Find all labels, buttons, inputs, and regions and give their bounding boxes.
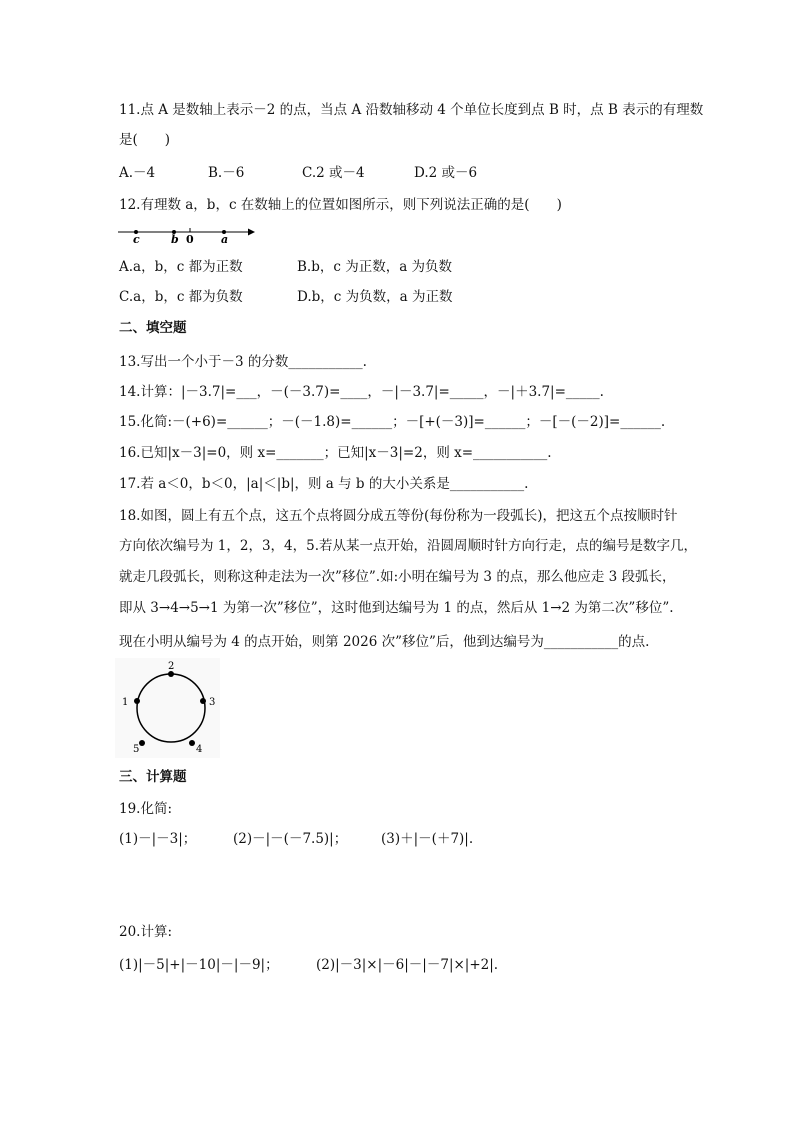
section-calc-heading: 三、计算题 (119, 769, 187, 785)
point-3-dot (200, 698, 206, 704)
q12-option-d: D.b，c 为负数，a 为正数 (297, 289, 453, 305)
label-3: 3 (209, 697, 216, 708)
q18-line2: 方向依次编号为 1，2，3，4，5.若从某一点开始，沿圆周顺时针方向行走，点的编号是数字几， (119, 538, 698, 554)
label-2: 2 (168, 661, 175, 672)
q11-option-b: B.－6 (208, 165, 245, 181)
label-zero: 0 (186, 233, 194, 246)
q11-option-a: A.－4 (119, 165, 156, 181)
label-5: 5 (133, 744, 140, 755)
q11-line2: 是( ) (119, 132, 171, 148)
number-line-arrow (248, 229, 255, 236)
point-1-dot (134, 698, 140, 704)
q18-line3: 就走几段弧长，则称这种走法为一次”移位”.如:小明在编号为 3 的点，那么他应走 3 段弧长， (119, 569, 676, 585)
q16: 16.已知|x－3|=0，则 x=_______；已知|x－3|=2，则 x=___________. (119, 445, 552, 461)
label-1: 1 (122, 697, 129, 708)
label-4: 4 (196, 744, 203, 755)
q13: 13.写出一个小于－3 的分数___________. (119, 354, 367, 370)
section-fill-in-heading: 二、填空题 (119, 320, 187, 336)
q12-option-a: A.a，b，c 都为正数 (119, 259, 243, 275)
q20-stem: 20.计算: (119, 924, 173, 940)
q18-line5: 现在小明从编号为 4 的点开始，则第 2026 次”移位”后，他到达编号为___________的点. (119, 634, 650, 650)
q12-option-b: B.b，c 为正数，a 为负数 (297, 259, 453, 275)
q20-part2: (2)|－3|×|－6|－|－7|×|+2|. (316, 957, 499, 973)
label-a: a (221, 233, 229, 246)
q19-part1: (1)－|－3|； (119, 831, 197, 847)
q20-part1: (1)|－5|+|－10|－|－9|； (119, 957, 279, 973)
number-line-figure (112, 222, 262, 246)
q19-part3: (3)＋|－(＋7)|. (381, 831, 474, 847)
q18-line4: 即从 3→4→5→1 为第一次”移位”，这时他到达编号为 1 的点，然后从 1→2 为第二次”移位”. (119, 600, 674, 616)
q11-option-c: C.2 或－4 (302, 165, 365, 181)
label-b: b (171, 233, 179, 246)
circle-figure (115, 658, 220, 758)
q11-option-d: D.2 或－6 (414, 165, 478, 181)
q18-line1: 18.如图，圆上有五个点，这五个点将圆分成五等份(每份称为一段弧长)，把这五个点按顺时针 (119, 508, 678, 524)
q11-line1: 11.点 A 是数轴上表示－2 的点，当点 A 沿数轴移动 4 个单位长度到点 B 时，点 B 表示的有理数 (119, 102, 704, 118)
point-5-dot (139, 740, 145, 746)
q19-stem: 19.化简: (119, 801, 173, 817)
q12-stem: 12.有理数 a，b，c 在数轴上的位置如图所示，则下列说法正确的是( ) (119, 197, 562, 213)
q14: 14.计算：|－3.7|=___，－(－3.7)=____，－|－3.7|=_____，－|＋3.7|=_____. (119, 384, 604, 400)
label-c: c (133, 233, 140, 246)
q19-part2: (2)－|－(－7.5)|； (233, 831, 348, 847)
q15: 15.化简:－(+6)=______；－(－1.8)=______；－[+(－3)]=______；－[－(－2)]=______. (119, 414, 666, 430)
q12-option-c: C.a，b，c 都为负数 (119, 289, 243, 305)
q17: 17.若 a＜0，b＜0，|a|＜|b|，则 a 与 b 的大小关系是___________. (119, 476, 529, 492)
point-4-dot (189, 740, 195, 746)
